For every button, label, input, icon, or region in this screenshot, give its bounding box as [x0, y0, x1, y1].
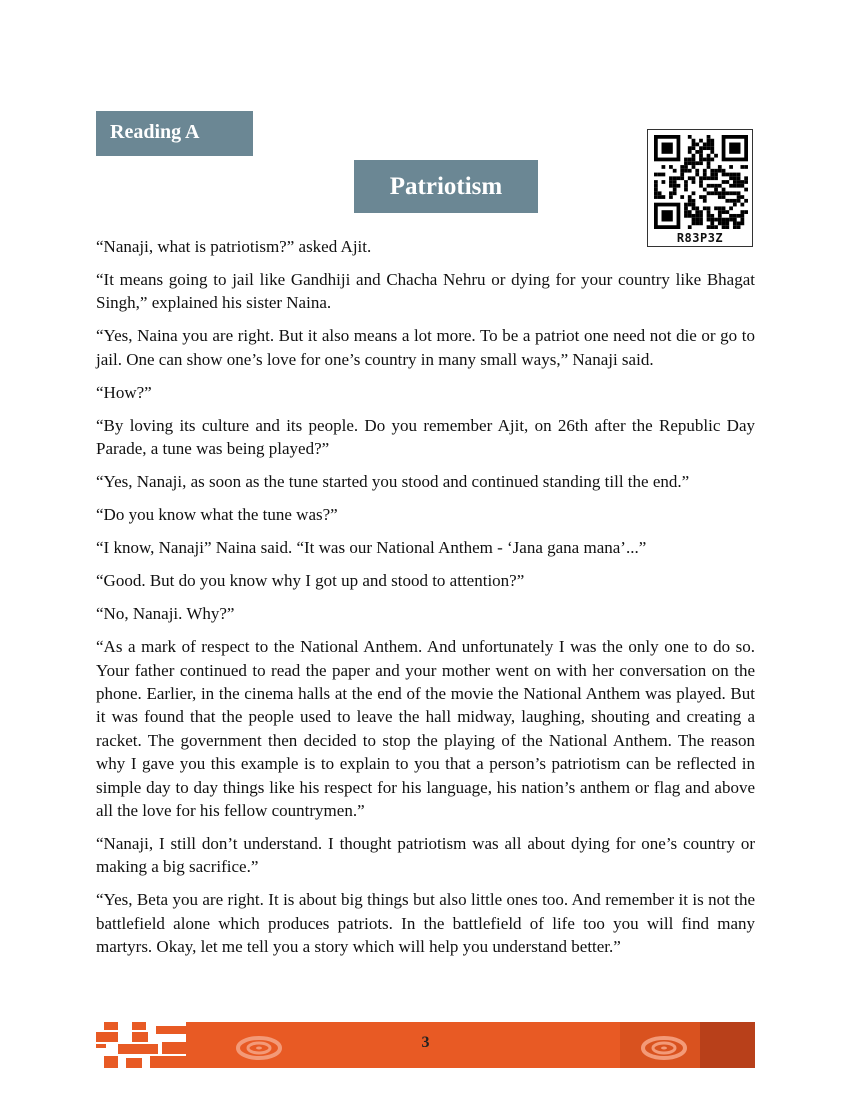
paragraph: “No, Nanaji. Why?”	[96, 604, 235, 624]
paragraph: “Do you know what the tune was?”	[96, 505, 338, 525]
qr-code-icon	[654, 135, 748, 229]
section-label: Reading A	[96, 111, 253, 156]
paragraph: “Yes, Beta you are right. It is about big things but also little ones too. And remember it is not the battlefield alone which produces patriots. In the battlefield of life too you will find many martyrs. Okay, let me tell you a story which will help you understand better.”	[96, 890, 755, 957]
paragraph: “Yes, Nanaji, as soon as the tune started you stood and continued standing till the end.”	[96, 472, 690, 492]
paragraph: “Good. But do you know why I got up and stood to attention?”	[96, 571, 525, 591]
page-footer	[96, 1022, 755, 1068]
paragraph: “Nanaji, what is patriotism?” asked Ajit.	[96, 237, 372, 256]
page-number: 3	[421, 1034, 430, 1051]
paragraph: “I know, Nanaji” Naina said. “It was our National Anthem - ‘Jana gana mana’...”	[96, 538, 647, 558]
page-title: Patriotism	[354, 160, 538, 213]
story-text	[96, 235, 755, 968]
qr-code	[647, 129, 753, 247]
paragraph: “As a mark of respect to the National Anthem. And unfortunately I was the only one to do so. Your father continued to read the paper and your mother went on with her conversation on the phone. Earlier, in the cinema halls at the end of the movie the National Anthem was played. But it was found that the people used to leave the hall midway, laughing, shouting and creating a racket. The government then decided to stop the playing of the National Anthem. The reason why I gave you this example is to explain to you that a person’s patriotism can be reflected in simple day to day things like his respect for his language, his nation’s anthem or flag and above all the love for his fellow countrymen.”	[96, 637, 755, 821]
paragraph: “Nanaji, I still don’t understand. I thought patriotism was all about dying for one’s country or making a big sacrifice.”	[96, 834, 755, 877]
paragraph: “By loving its culture and its people. Do you remember Ajit, on 26th after the Republic Day Parade, a tune was being played?”	[96, 415, 755, 459]
qr-code-label: R83P3Z	[676, 231, 724, 245]
paragraph: “Yes, Naina you are right. But it also means a lot more. To be a patriot one need not die or go to jail. One can show one’s love for one’s country in many small ways,” Nanaji said.	[96, 326, 755, 369]
paragraph: “How?”	[96, 382, 152, 402]
paragraph: “It means going to jail like Gandhiji and Chacha Nehru or dying for your country like Bhagat Singh,” explained his sister Naina.	[96, 270, 755, 313]
